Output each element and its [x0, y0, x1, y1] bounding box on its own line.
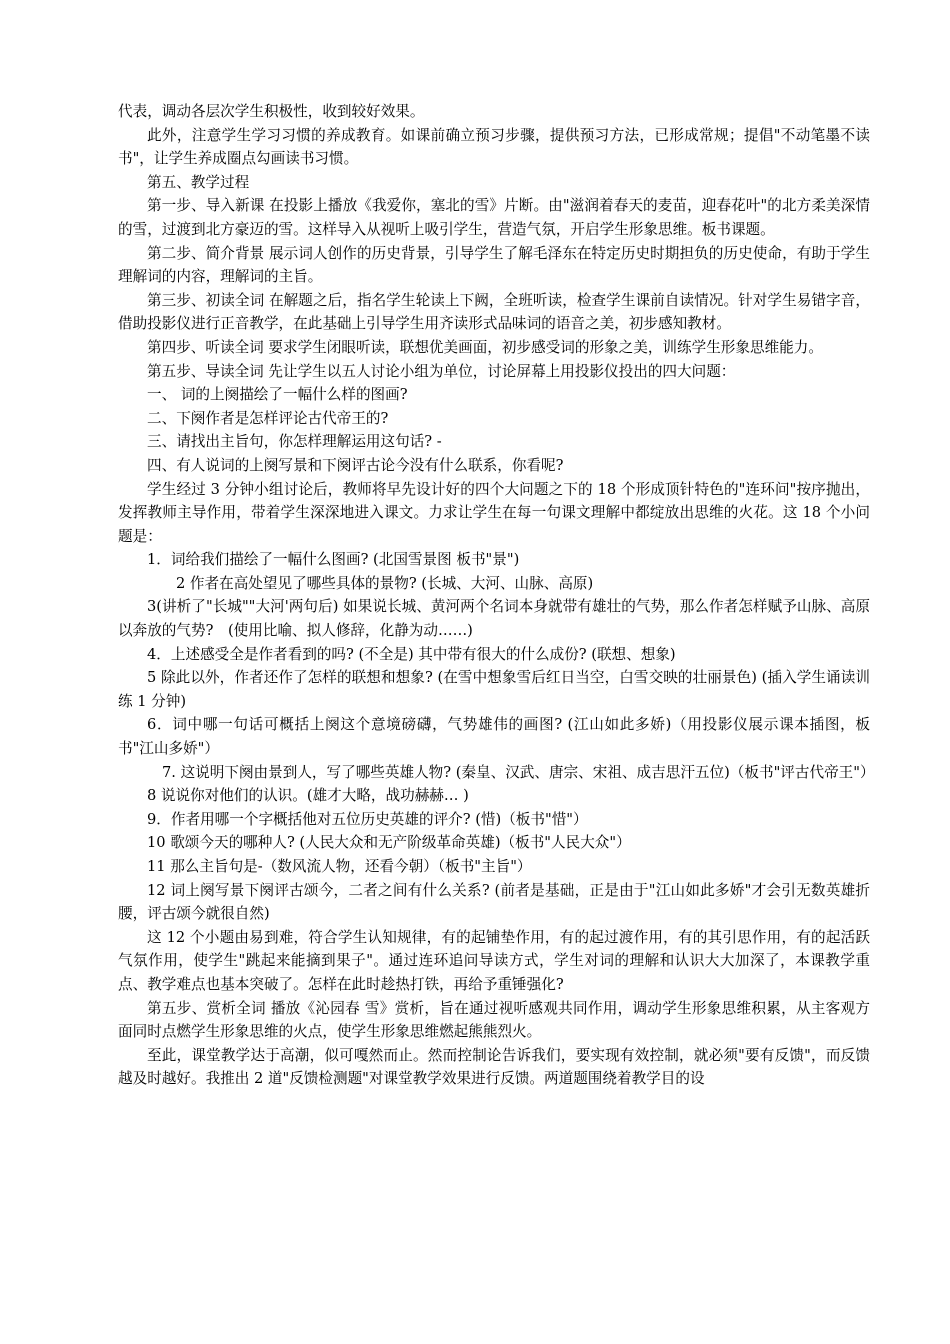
paragraph: 第五步、导读全词 先让学生以五人讨论小组为单位，讨论屏幕上用投影仪投出的四大问题：: [147, 362, 736, 380]
question-item: 二、下阕作者是怎样评论古代帝王的?: [147, 409, 389, 427]
paragraph: 第一步、导入新课 在投影上播放《我爱你，塞北的雪》片断。由"滋润着春天的麦苗，迎春花叶"的北方柔美深情的雪，过渡到北方豪迈的雪。这样导入从视听上吸引学生，营造气氛，开启学生形象思维。板书课题。: [118, 197, 870, 238]
question-item: 三、请找出主旨句，你怎样理解运用这句话? -: [147, 433, 442, 451]
sub-question: 2 作者在高处望见了哪些具体的景物? (长城、大河、山脉、高原): [176, 574, 594, 592]
sub-question: 8 说说你对他们的认识。(雄才大略，战功赫赫… ): [147, 787, 469, 805]
question-item: 一、 词的上阕描绘了一幅什么样的图画?: [147, 386, 408, 404]
paragraph: 第五步、赏析全词 播放《沁园春 雪》赏析，旨在通过视听感观共同作用，调动学生形象思维积累，从主客观方面同时点燃学生形象思维的火点，使学生形象思维燃起熊熊烈火。: [118, 999, 870, 1041]
paragraph: 这 12 个小题由易到难，符合学生认知规律，有的起铺垫作用，有的起过渡作用，有的其引思作用，有的起活跃气氛作用，使学生"跳起来能摘到果子"。通过连环追问导读方式，学生对词的理解和认识大大加深了，本课教学重点、教学难点也基本突破了。怎样在此时趁热打铁，再给予重锤强化?: [118, 928, 870, 993]
paragraph: 学生经过 3 分钟小组讨论后，教师将早先设计好的四个大问题之下的 18 个形成顶针特色的"连环问"按序抛出，发挥教师主导作用，带着学生深深地进入课文。力求让学生在每一句课文理解中都绽放出思维的火花。这 18 个小问题是：: [118, 480, 870, 545]
sub-question: 7. 这说明下阕由景到人，写了哪些英雄人物? (秦皇、汉武、唐宗、宋祖、成吉思汗五位)（板书"评古代帝王"）: [162, 763, 875, 781]
sub-question: 6．词中哪一句话可概括上阕这个意境磅礴，气势雄伟的画图? (江山如此多娇)（用投影仪展示课本插图，板书"江山多娇"）: [118, 716, 870, 758]
question-item: 四、有人说词的上阕写景和下阕评古论今没有什么联系，你看呢?: [147, 456, 564, 474]
sub-question: 1．词给我们描绘了一幅什么图画? (北国雪景图 板书"景"): [147, 551, 520, 569]
document-page: [118, 100, 875, 1091]
sub-question: 5 除此以外，作者还作了怎样的联想和想象? (在雪中想象雪后红日当空，白雪交映的壮丽景色) (插入学生诵读训练 1 分钟): [118, 669, 870, 710]
sub-question: 10 歌颂今天的哪种人? (人民大众和无产阶级革命英雄)（板书"人民大众"）: [147, 834, 631, 852]
paragraph: 此外，注意学生学习习惯的养成教育。如课前确立预习步骤，提供预习方法，已形成常规；提倡"不动笔墨不读书"，让学生养成圈点勾画读书习惯。: [118, 126, 870, 168]
sub-question: 9．作者用哪一个字概括他对五位历史英雄的评介? (惜)（板书"惜"）: [147, 810, 588, 828]
paragraph: 第四步、听读全词 要求学生闭眼听读，联想优美画面，初步感受词的形象之美，训练学生形象思维能力。: [147, 338, 823, 356]
paragraph: 第二步、简介背景 展示词人创作的历史背景，引导学生了解毛泽东在特定历史时期担负的历史使命，有助于学生理解词的内容，理解词的主旨。: [118, 244, 870, 286]
paragraph: 第三步、初读全词 在解题之后，指名学生轮读上下阙，全班听读，检查学生课前自读情况。针对学生易错字音，借助投影仪进行正音教学，在此基础上引导学生用齐读形式品味词的语音之美，初步感知教材。: [118, 291, 870, 333]
sub-question: 4．上述感受全是作者看到的吗? (不全是) 其中带有很大的什么成份? (联想、想象): [147, 645, 676, 663]
section-heading: 第五、教学过程: [147, 173, 250, 191]
sub-question: 12 词上阕写景下阕评古颂今，二者之间有什么关系? (前者是基础，正是由于"江山如此多娇"才会引无数英雄折腰，评古颂今就很自然): [118, 881, 870, 923]
sub-question: 3(讲析了"长城""大河'两句后) 如果说长城、黄河两个名词本身就带有雄壮的气势，那么作者怎样赋予山脉、高原以奔放的气势? (使用比喻、拟人修辞，化静为动……): [118, 598, 870, 640]
sub-question: 11 那么主旨句是-（数风流人物，还看今朝）（板书"主旨"）: [147, 858, 532, 875]
paragraph: 代表，调动各层次学生积极性，收到较好效果。: [118, 103, 425, 120]
paragraph: 至此，课堂教学达于高潮，似可嘎然而止。然而控制论告诉我们，要实现有效控制，就必须"要有反馈"，而反馈越及时越好。我推出 2 道"反馈检测题"对课堂教学效果进行反馈。两道题围绕着教学目的设: [118, 1046, 870, 1088]
